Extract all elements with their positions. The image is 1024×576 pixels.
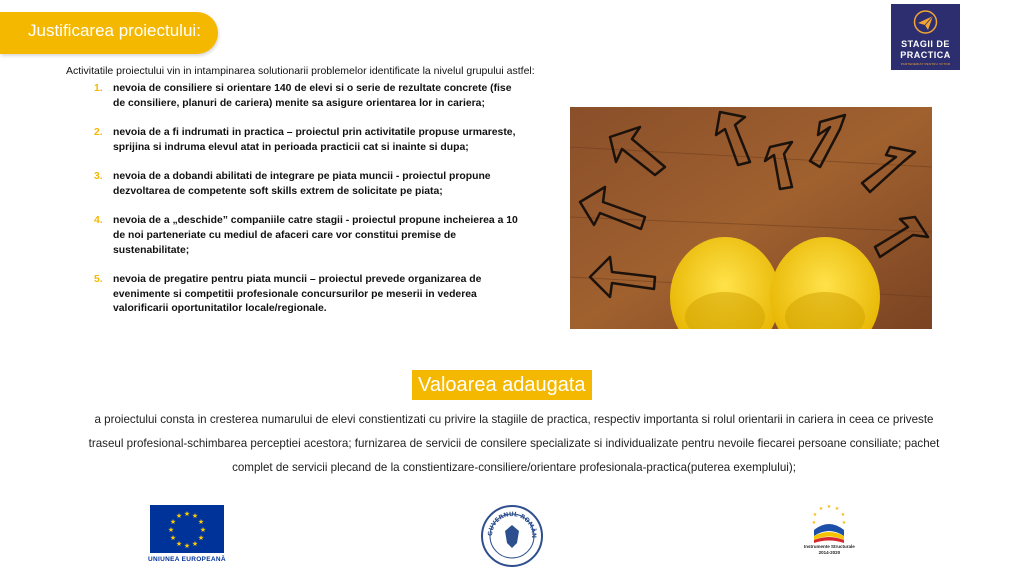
government-seal-logo: [481, 505, 543, 567]
svg-text:★: ★: [175, 512, 183, 520]
list-item: [94, 273, 519, 317]
item-text: nevoia de a fi indrumati in practica – proiectul prin activitatile propuse urmareste, sprijina si indruma elevul atat in perioada practicii cat si inainte si dupa;: [113, 126, 516, 153]
stagii-de-practica-logo: [891, 4, 960, 70]
svg-text:★: ★: [169, 518, 177, 526]
svg-text:★: ★: [199, 526, 207, 534]
structural-instruments-logo: [796, 500, 862, 548]
list-item: [94, 214, 519, 258]
list-item: [94, 82, 519, 112]
is-label-line1: Instrumente Structurale: [804, 544, 855, 549]
item-text: nevoia de pregatire pentru piata muncii – proiectul prevede organizarea de evenimente si competitii profesionale concursurilor pe meserii in vederea valorificarii oportunitatilor locale/regionale.: [113, 273, 482, 315]
svg-text:★: ★: [167, 526, 175, 534]
section-title-bar: [0, 12, 218, 54]
svg-text:★: ★: [197, 518, 205, 526]
logo-line1: STAGII DE: [901, 39, 950, 49]
item-text: nevoia de consiliere si orientare 140 de elevi si o serie de rezultate concrete (fise de consiliere, planuri de cariera) menite sa asigure orientarea lor in cariera;: [113, 83, 512, 109]
item-number: 1.: [94, 83, 103, 94]
svg-text:★: ★: [183, 542, 191, 550]
svg-text:★: ★: [826, 504, 832, 510]
intro-text: Activitatile proiectului vin in intampinarea solutionarii problemelor identificate la nivelul grupului astfel:: [66, 65, 535, 77]
svg-text:★: ★: [812, 512, 818, 518]
needs-list: [94, 82, 519, 332]
logo-tagline: PARTENERIAT PENTRU VIITOR: [900, 62, 951, 66]
item-number: 4.: [94, 214, 103, 226]
svg-text:★: ★: [191, 512, 199, 520]
yellow-shoes-arrows-photo: [570, 107, 932, 329]
item-number: 2.: [94, 126, 103, 138]
item-number: 5.: [94, 273, 103, 285]
is-label-line2: 2014-2020: [818, 550, 841, 555]
item-number: 3.: [94, 170, 103, 182]
svg-text:★: ★: [818, 506, 824, 512]
eu-flag-logo: [150, 505, 224, 553]
section-title: Justificarea proiectului:: [28, 21, 201, 40]
svg-text:★: ★: [169, 534, 177, 542]
item-text: nevoia de a dobandi abilitati de integrare pe piata muncii - proiectul propune dezvoltarea de competente soft skills extrem de solicitate pe piata;: [113, 170, 491, 197]
eu-label: UNIUNEA EUROPEANĂ: [148, 556, 226, 563]
list-item: [94, 126, 519, 156]
svg-text:★: ★: [811, 520, 817, 526]
logo-line2: PRACTICA: [900, 50, 951, 60]
gov-seal-text: GUVERNUL ROMÂN: [486, 510, 538, 539]
svg-text:★: ★: [841, 520, 847, 526]
structural-instruments-label: [804, 544, 855, 556]
svg-text:★: ★: [834, 506, 840, 512]
value-paragraph: a proiectului consta in cresterea numarului de elevi constientizati cu privire la stagiile de practica, respectiv importanta si rolul orientarii in cariera in ceea ce priveste traseul profesional-schimbarea perceptiei acestora; furnizarea de servicii de consilere specializate si individualizate pentru nevoile fiecarei persoane consiliate; pachet complet de servicii plecand de la constientizare-consiliere/orientare profesionala-practica(puterea exemplului);: [88, 413, 940, 474]
item-text: nevoia de a „deschide” companiile catre stagii - proiectul propune incheierea a 10 de noi parteneriate cu mediul de afaceri care vor constitui premise de sustenabilitate;: [113, 214, 518, 256]
svg-text:★: ★: [183, 510, 191, 518]
svg-text:★: ★: [840, 512, 846, 518]
paper-plane-icon: [891, 4, 960, 38]
value-heading: Valoarea adaugata: [412, 370, 592, 400]
svg-text:★: ★: [191, 540, 199, 548]
svg-text:★: ★: [197, 534, 205, 542]
list-item: [94, 170, 519, 200]
svg-text:★: ★: [175, 540, 183, 548]
